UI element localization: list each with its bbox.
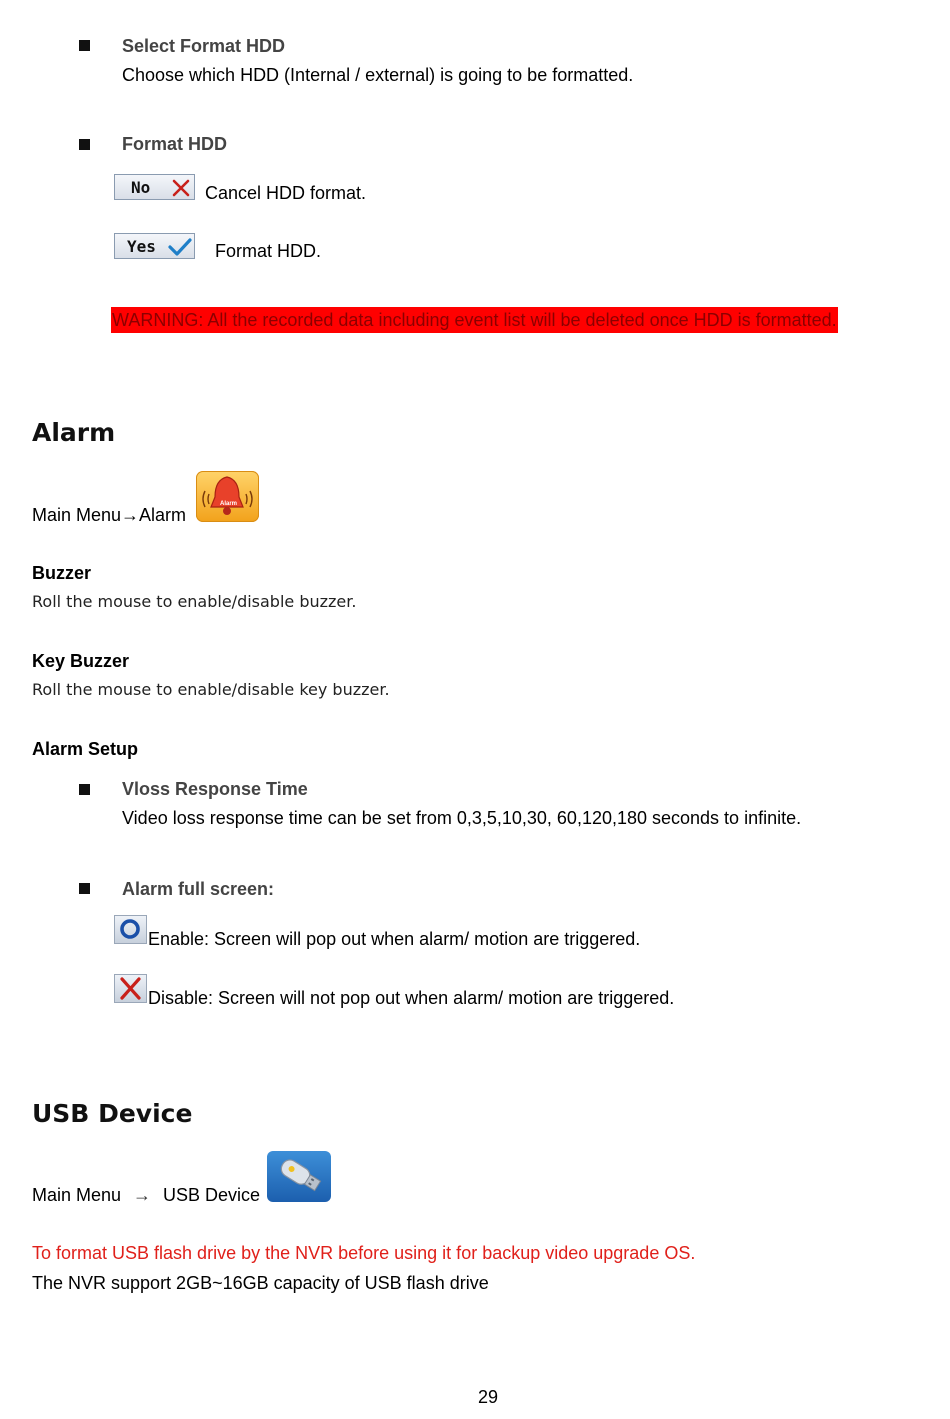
alarm-icon-text: Alarm bbox=[220, 501, 238, 507]
select-format-desc: Choose which HDD (Internal / external) is going to be formatted. bbox=[122, 65, 634, 85]
usb-heading: USB Device bbox=[32, 1099, 193, 1128]
check-icon bbox=[167, 237, 193, 257]
key-buzzer-title: Key Buzzer bbox=[32, 651, 130, 671]
vloss-title: Vloss Response Time bbox=[122, 779, 308, 799]
warning-banner: WARNING: All the recorded data including event list will be deleted once HDD is formatted. bbox=[111, 307, 838, 333]
usb-drive-icon bbox=[267, 1151, 331, 1202]
fullscreen-title: Alarm full screen: bbox=[122, 879, 275, 899]
alarm-bell-icon bbox=[196, 471, 259, 522]
enable-desc: Enable: Screen will pop out when alarm/ motion are triggered. bbox=[148, 929, 641, 949]
bullet-icon bbox=[79, 784, 90, 795]
usb-path-arrow: → bbox=[133, 1185, 151, 1205]
no-button-label: No bbox=[131, 178, 151, 197]
vloss-desc: Video loss response time can be set from 0,3,5,10,30, 60,120,180 seconds to infinite. bbox=[122, 808, 802, 828]
bullet-icon bbox=[79, 883, 90, 894]
page-number: 29 bbox=[478, 1387, 499, 1407]
close-icon bbox=[171, 179, 191, 197]
disable-desc: Disable: Screen will not pop out when alarm/ motion are triggered. bbox=[148, 988, 675, 1008]
bullet-icon bbox=[79, 139, 90, 150]
bullet-icon bbox=[79, 40, 90, 51]
usb-note-red: To format USB flash drive by the NVR before using it for backup video upgrade OS. bbox=[32, 1243, 696, 1263]
buzzer-desc: Roll the mouse to enable/disable buzzer. bbox=[32, 592, 357, 611]
no-button bbox=[114, 174, 195, 200]
key-buzzer-desc: Roll the mouse to enable/disable key buzzer. bbox=[32, 680, 390, 699]
yes-button bbox=[114, 233, 195, 259]
alarm-heading: Alarm bbox=[32, 418, 116, 447]
yes-button-label: Yes bbox=[127, 237, 156, 256]
usb-path-item: USB Device bbox=[163, 1185, 261, 1205]
buzzer-title: Buzzer bbox=[32, 563, 92, 583]
enable-circle-icon bbox=[114, 915, 147, 944]
format-hdd-title: Format HDD bbox=[122, 134, 228, 154]
usb-note: The NVR support 2GB~16GB capacity of USB flash drive bbox=[32, 1273, 489, 1293]
alarm-setup-title: Alarm Setup bbox=[32, 739, 139, 759]
usb-path-main: Main Menu bbox=[32, 1185, 122, 1205]
yes-desc: Format HDD. bbox=[215, 241, 322, 261]
alarm-path: Main Menu→Alarm bbox=[32, 505, 187, 525]
disable-x-icon bbox=[114, 974, 147, 1003]
select-format-title: Select Format HDD bbox=[122, 36, 286, 56]
no-desc: Cancel HDD format. bbox=[205, 183, 367, 203]
